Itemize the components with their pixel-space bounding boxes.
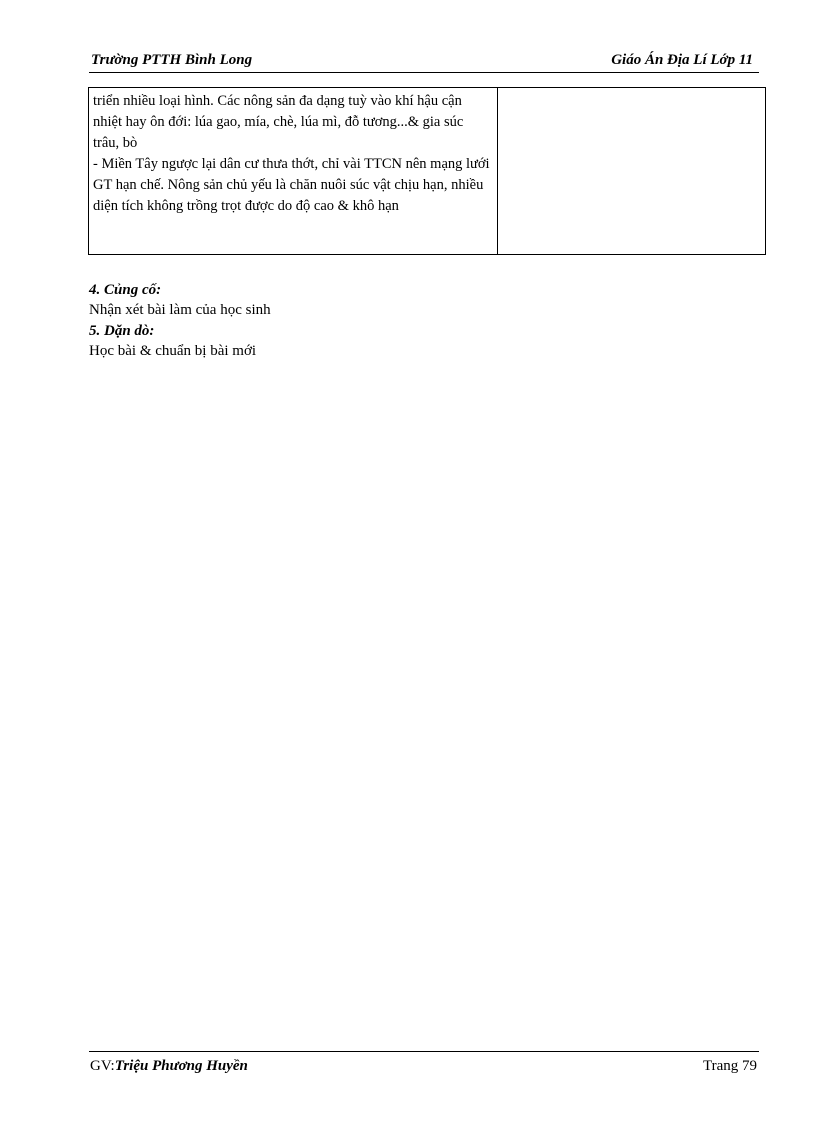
paragraph-west: - Miền Tây ngược lại dân cư thưa thớt, chỉ vài TTCN nên mạng lưới GT hạn chế. Nông sản chủ yếu là chăn nuôi súc vật chịu hạn, nhiều diện tích không trồng trọt được do độ cao & khô hạn: [93, 156, 490, 214]
homework-section: [89, 321, 256, 361]
table-cell-empty: [498, 88, 766, 255]
section-text: Học bài & chuẩn bị bài mới: [89, 343, 257, 359]
page-footer: [89, 1051, 759, 1074]
section-title: 4. Củng cố:: [89, 282, 162, 298]
page-number: Trang 79: [702, 1058, 757, 1074]
section-title: 5. Dặn dò:: [89, 323, 155, 339]
page-header: [89, 50, 759, 73]
school-name: Trường PTTH Bình Long: [91, 52, 253, 68]
table-cell-content: [89, 88, 498, 255]
table-row: [89, 88, 766, 255]
section-text: Nhận xét bài làm của học sinh: [89, 302, 271, 318]
subject-title: Giáo Án Địa Lí Lớp 11: [611, 52, 753, 68]
lesson-table: [88, 87, 766, 255]
paragraph-east: triển nhiều loại hình. Các nông sản đa dạng tuỳ vào khí hậu cận nhiệt hay ôn đới: lúa gao, mía, chè, lúa mì, đỗ tương...& gia súc trâu, bò: [93, 93, 464, 151]
consolidation-section: [89, 280, 271, 320]
teacher-prefix: GV:: [90, 1058, 115, 1074]
teacher-label: [90, 1058, 248, 1075]
teacher-name: Triệu Phương Huyền: [114, 1058, 248, 1074]
